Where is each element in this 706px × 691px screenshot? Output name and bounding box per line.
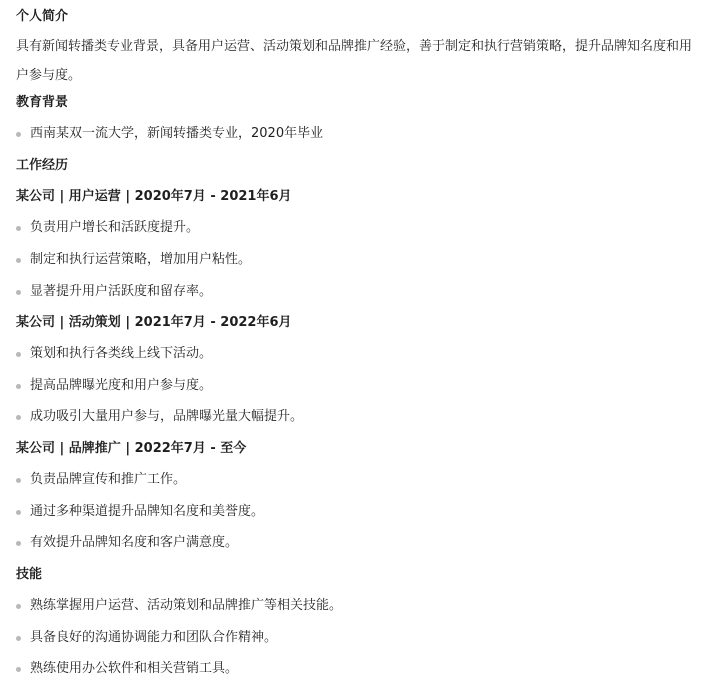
list-item-text: 具备良好的沟通协调能力和团队合作精神。 [30,630,278,645]
bullet-dot-icon [16,636,21,641]
list-item-text: 有效提升品牌知名度和客户满意度。 [30,535,239,550]
bullet-dot-icon [16,478,21,483]
bullet-dot-icon [16,384,21,389]
bullet-dot-icon [16,226,21,231]
bullet-dot-icon [16,415,21,420]
profile-text: 具有新闻转播类专业背景，具备用户运营、活动策划和品牌推广经验，善于制定和执行营销策略，提升品牌知名度和用户参与度。 [16,39,693,83]
bullet-dot-icon [16,132,21,137]
list-item [16,503,264,521]
list-item [16,471,186,489]
profile-heading: 个人简介 [16,9,69,24]
list-item [16,408,303,426]
list-item-text: 熟练掌握用户运营、活动策划和品牌推广等相关技能。 [30,598,343,613]
list-item-text: 熟练使用办公软件和相关营销工具。 [30,661,239,676]
bullet-dot-icon [16,352,21,357]
list-item-text: 策划和执行各类线上线下活动。 [30,346,213,361]
list-item [16,597,342,615]
work-heading: 工作经历 [16,158,69,173]
list-item [16,125,323,143]
bullet-dot-icon [16,290,21,295]
list-item [16,283,212,301]
education-heading: 教育背景 [16,95,69,110]
job-title: 某公司 | 活动策划 | 2021年7月 - 2022年6月 [16,315,292,330]
list-item-text: 显著提升用户活跃度和留存率。 [30,284,213,299]
list-item-text: 成功吸引大量用户参与，品牌曝光量大幅提升。 [30,409,304,424]
list-item-text: 负责品牌宣传和推广工作。 [30,472,187,487]
job-title: 某公司 | 品牌推广 | 2022年7月 - 至今 [16,441,247,456]
bullet-dot-icon [16,604,21,609]
list-item [16,629,277,647]
job-title: 某公司 | 用户运营 | 2020年7月 - 2021年6月 [16,189,292,204]
list-item-text: 通过多种渠道提升品牌知名度和美誉度。 [30,504,265,519]
list-item [16,251,251,269]
bullet-dot-icon [16,667,21,672]
bullet-dot-icon [16,541,21,546]
skills-heading: 技能 [16,567,43,582]
list-item-text: 提高品牌曝光度和用户参与度。 [30,378,213,393]
list-item [16,219,199,237]
list-item [16,345,212,363]
list-item [16,377,212,395]
list-item-text: 负责用户增长和活跃度提升。 [30,220,200,235]
list-item-text: 制定和执行运营策略，增加用户粘性。 [30,252,252,267]
list-item-text: 西南某双一流大学，新闻转播类专业，2020年毕业 [30,126,324,141]
bullet-dot-icon [16,258,21,263]
list-item [16,660,238,678]
bullet-dot-icon [16,510,21,515]
list-item [16,534,238,552]
